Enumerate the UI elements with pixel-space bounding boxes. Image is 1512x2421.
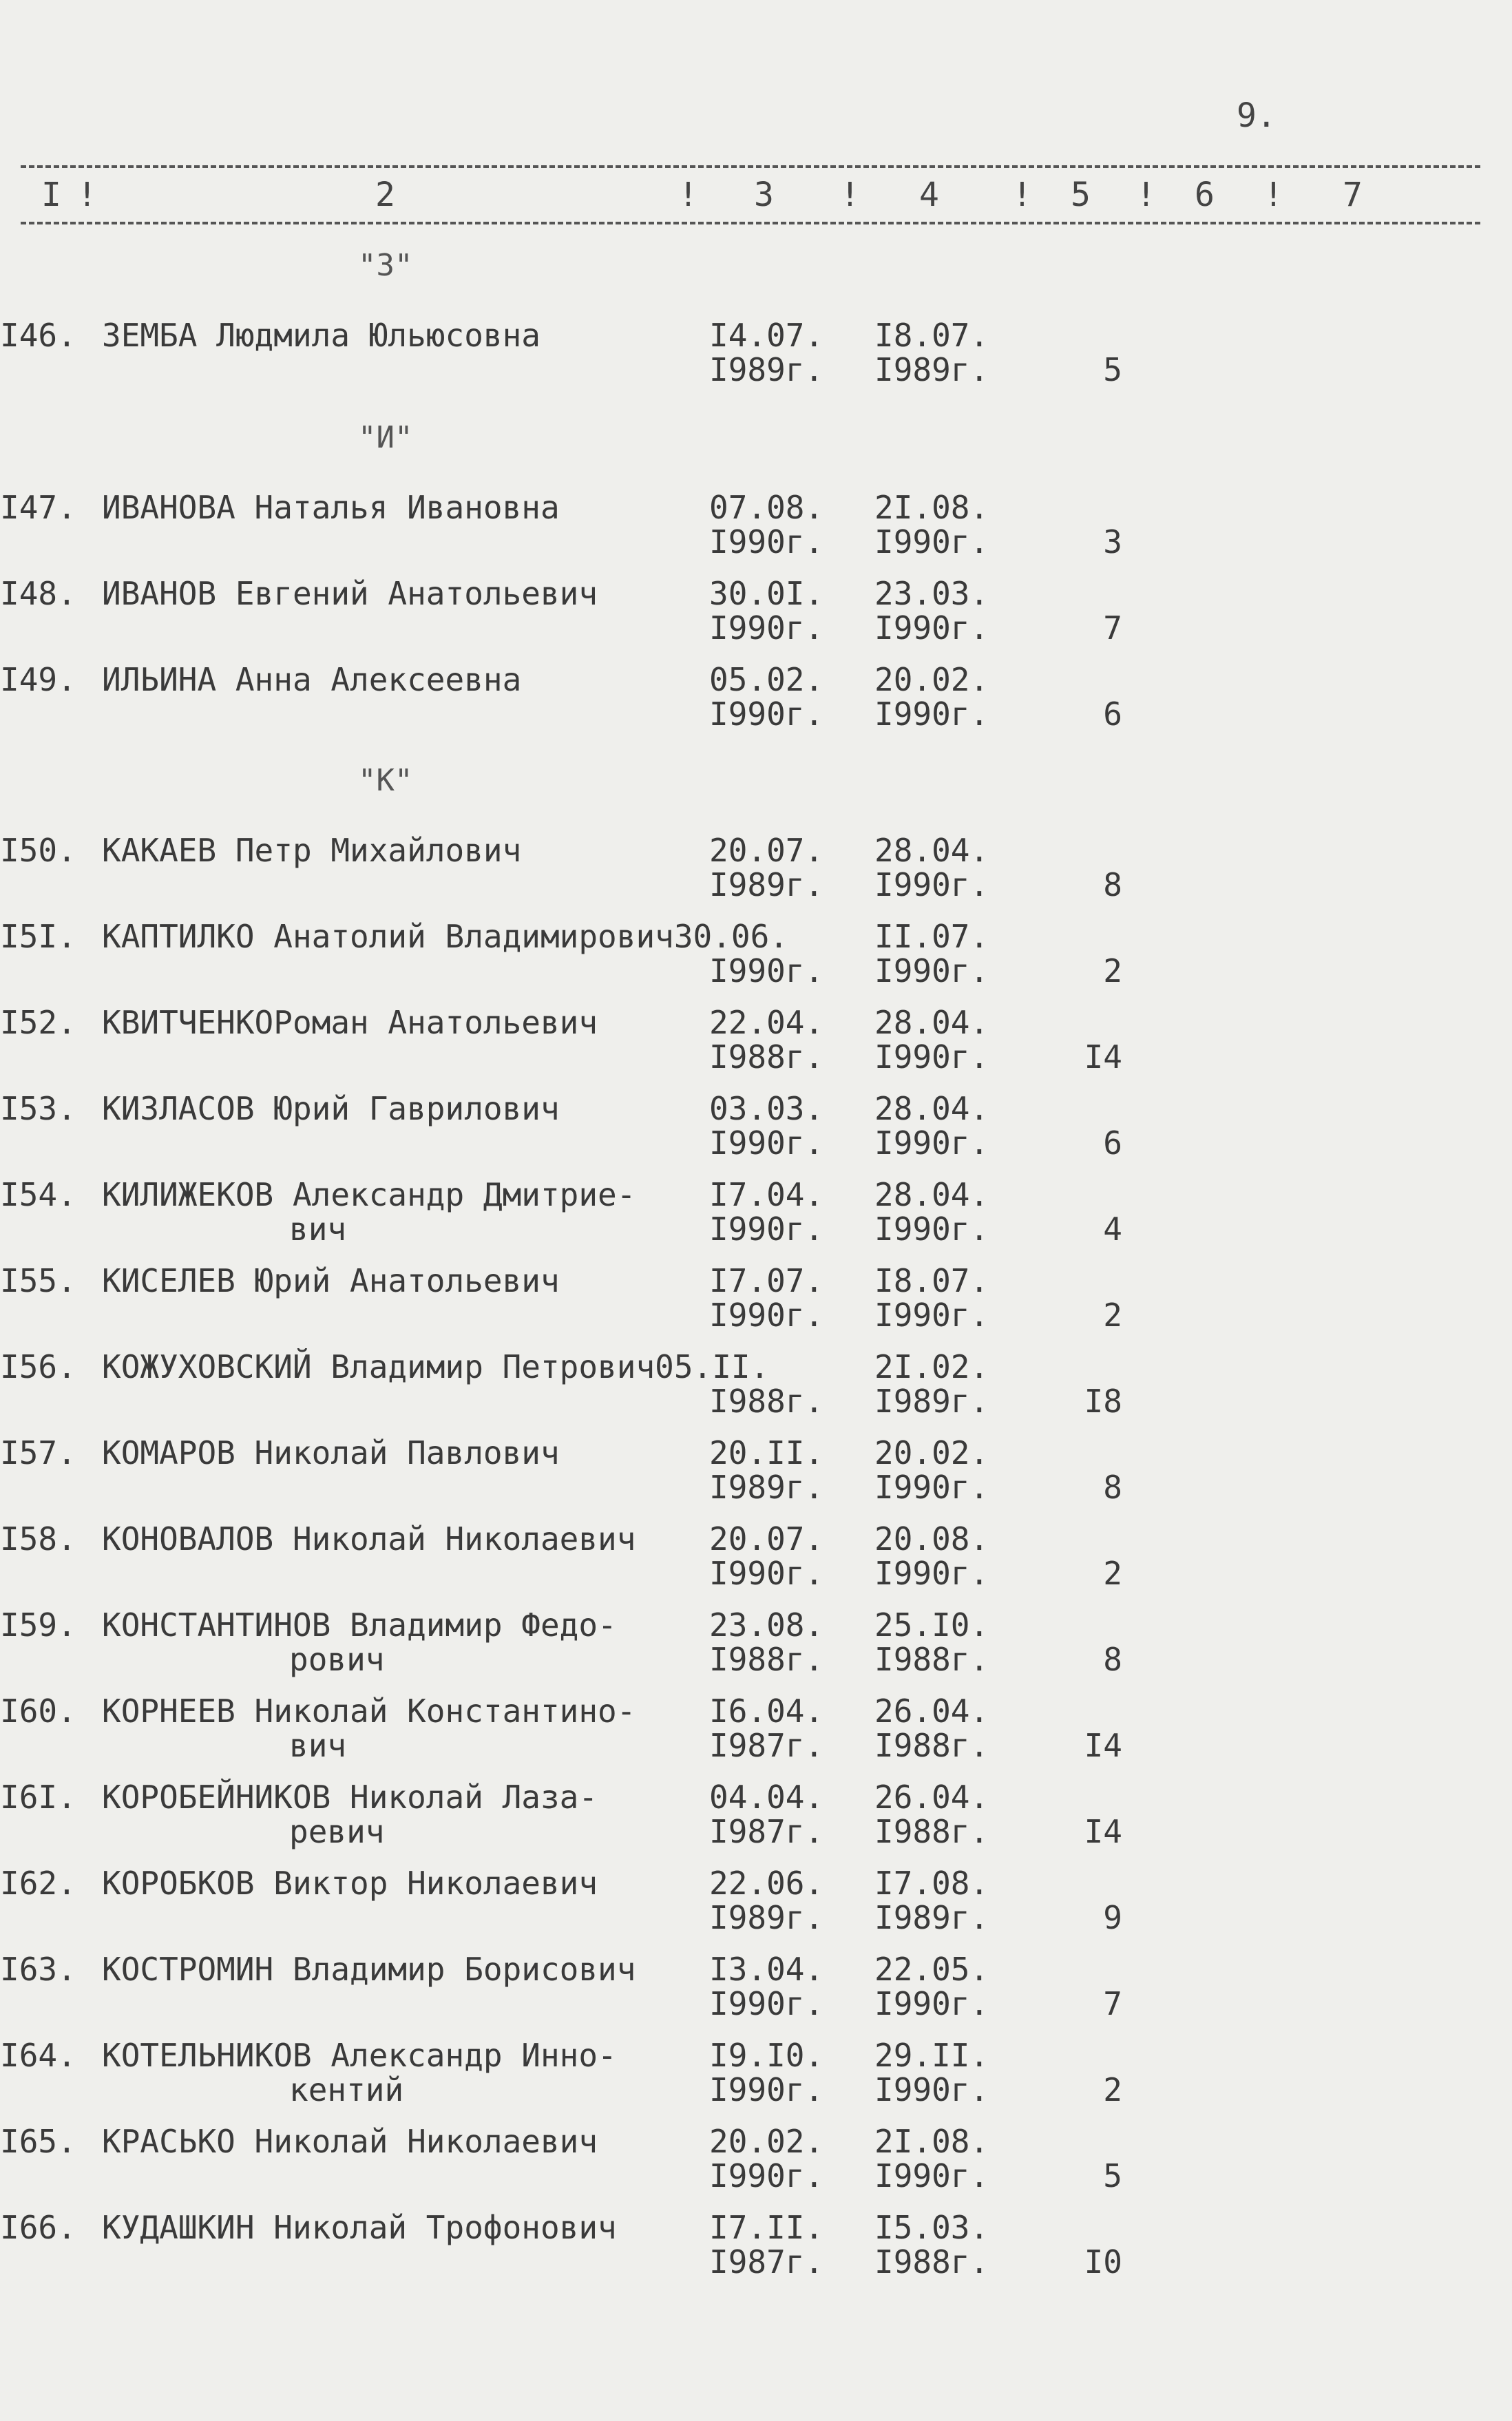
entry-number: I65. bbox=[0, 2123, 76, 2160]
entry-end-year: I990г. bbox=[874, 695, 989, 733]
list-item bbox=[0, 1262, 1512, 1348]
list-item bbox=[0, 1520, 1512, 1606]
entry-start-date: I9.I0. bbox=[709, 2037, 824, 2074]
entry-end-year: I988г. bbox=[874, 2243, 989, 2281]
entry-start-year: I990г. bbox=[709, 1210, 824, 1248]
entry-end-date: 2I.02. bbox=[874, 1348, 989, 1385]
header-separator: ! bbox=[678, 176, 698, 214]
entry-name-continuation: вич bbox=[289, 1210, 347, 1248]
entry-count: I4 bbox=[1084, 1813, 1122, 1850]
entry-start-year: I989г. bbox=[709, 351, 824, 388]
entry-end-year: I988г. bbox=[874, 1641, 989, 1678]
entry-count: 2 bbox=[1103, 1555, 1122, 1592]
entry-count: 8 bbox=[1103, 1641, 1122, 1678]
entry-end-date: 25.I0. bbox=[874, 1606, 989, 1644]
entry-start-year: I987г. bbox=[709, 1727, 824, 1764]
entry-end-year: I990г. bbox=[874, 1555, 989, 1592]
entry-start-date: 23.08. bbox=[709, 1606, 824, 1644]
entry-start-year: I989г. bbox=[709, 1469, 824, 1506]
entry-number: I52. bbox=[0, 1004, 76, 1041]
list-item bbox=[0, 1951, 1512, 2036]
entry-name: КИСЕЛЕВ Юрий Анатольевич bbox=[102, 1262, 560, 1299]
entry-count: I8 bbox=[1084, 1383, 1122, 1420]
entry-end-date: I7.08. bbox=[874, 1865, 989, 1902]
entry-number: I5I. bbox=[0, 918, 76, 955]
entry-name: КОНОВАЛОВ Николай Николаевич bbox=[102, 1520, 636, 1558]
entry-end-year: I988г. bbox=[874, 1813, 989, 1850]
list-item bbox=[0, 1004, 1512, 1089]
entry-number: I48. bbox=[0, 575, 76, 612]
list-item bbox=[0, 1176, 1512, 1261]
entry-start-date: 05.02. bbox=[709, 661, 824, 698]
entry-end-year: I990г. bbox=[874, 2071, 989, 2108]
entry-count: I0 bbox=[1084, 2243, 1122, 2281]
entry-end-date: 26.04. bbox=[874, 1779, 989, 1816]
entry-number: I50. bbox=[0, 832, 76, 869]
list-item bbox=[0, 1692, 1512, 1778]
list-item bbox=[0, 1779, 1512, 1864]
entry-end-year: I988г. bbox=[874, 1727, 989, 1764]
entry-count: 8 bbox=[1103, 866, 1122, 903]
entry-start-year: I990г. bbox=[709, 1555, 824, 1592]
entry-end-date: 29.II. bbox=[874, 2037, 989, 2074]
list-item bbox=[0, 661, 1512, 746]
entry-end-date: 2I.08. bbox=[874, 489, 989, 526]
entry-count: I4 bbox=[1084, 1038, 1122, 1076]
entry-count: 5 bbox=[1103, 351, 1122, 388]
entry-start-date: I7.07. bbox=[709, 1262, 824, 1299]
entry-number: I63. bbox=[0, 1951, 76, 1988]
entry-start-year: I989г. bbox=[709, 1899, 824, 1936]
entry-end-date: I8.07. bbox=[874, 317, 989, 354]
entry-number: I62. bbox=[0, 1865, 76, 1902]
entry-count: 6 bbox=[1103, 695, 1122, 733]
entry-end-year: I989г. bbox=[874, 351, 989, 388]
list-item bbox=[0, 832, 1512, 917]
entry-name: КАКАЕВ Петр Михайлович bbox=[102, 832, 522, 869]
entry-name: ИВАНОВА Наталья Ивановна bbox=[102, 489, 560, 526]
entry-start-year: I990г. bbox=[709, 2071, 824, 2108]
entry-end-year: I990г. bbox=[874, 1038, 989, 1076]
list-item bbox=[0, 918, 1512, 1003]
entry-number: I58. bbox=[0, 1520, 76, 1558]
list-item bbox=[0, 489, 1512, 574]
header-col-5: 5 bbox=[1071, 176, 1091, 214]
entry-start-date: 20.02. bbox=[709, 2123, 824, 2160]
entry-start-year: I988г. bbox=[709, 1641, 824, 1678]
entry-start-date: 20.07. bbox=[709, 1520, 824, 1558]
entry-start-year: I987г. bbox=[709, 1813, 824, 1850]
header-col-1: I bbox=[41, 176, 61, 214]
header-col-3: 3 bbox=[754, 176, 774, 214]
entry-end-year: I990г. bbox=[874, 1469, 989, 1506]
entry-end-date: 22.05. bbox=[874, 1951, 989, 1988]
entry-start-date: 20.II. bbox=[709, 1434, 824, 1471]
header-col-2: 2 bbox=[375, 176, 395, 214]
entry-end-date: 2I.08. bbox=[874, 2123, 989, 2160]
entry-count: 2 bbox=[1103, 1297, 1122, 1334]
entry-start-date: 20.07. bbox=[709, 832, 824, 869]
entry-count: 7 bbox=[1103, 1985, 1122, 2022]
entry-name: КОТЕЛЬНИКОВ Александр Инно- bbox=[102, 2037, 617, 2074]
entry-name: КОРОБЕЙНИКОВ Николай Лаза- bbox=[102, 1779, 598, 1816]
entry-end-date: 28.04. bbox=[874, 1176, 989, 1213]
entry-end-year: I989г. bbox=[874, 1383, 989, 1420]
entry-end-year: I990г. bbox=[874, 1210, 989, 1248]
entry-number: I49. bbox=[0, 661, 76, 698]
entry-end-date: 28.04. bbox=[874, 832, 989, 869]
entry-name-continuation: кентий bbox=[289, 2071, 404, 2108]
entry-count: 9 bbox=[1103, 1899, 1122, 1936]
entry-name: ИЛЬИНА Анна Алексеевна bbox=[102, 661, 522, 698]
entry-name-continuation: вич bbox=[289, 1727, 347, 1764]
entry-number: I54. bbox=[0, 1176, 76, 1213]
entry-end-year: I990г. bbox=[874, 866, 989, 903]
entry-start-year: I988г. bbox=[709, 1038, 824, 1076]
entry-end-year: I990г. bbox=[874, 2157, 989, 2194]
entry-start-year: I990г. bbox=[709, 952, 824, 989]
list-item bbox=[0, 1865, 1512, 1950]
entry-count: 6 bbox=[1103, 1124, 1122, 1162]
list-item bbox=[0, 1348, 1512, 1434]
entry-start-date: 04.04. bbox=[709, 1779, 824, 1816]
entry-start-year: I989г. bbox=[709, 866, 824, 903]
entry-name: КУДАШКИН Николай Трофонович bbox=[102, 2209, 617, 2246]
header-col-4: 4 bbox=[919, 176, 939, 214]
entry-name: ЗЕМБА Людмила Юльюсовна bbox=[102, 317, 540, 354]
entry-end-date: 20.02. bbox=[874, 661, 989, 698]
entry-name: КОРНЕЕВ Николай Константино- bbox=[102, 1692, 636, 1730]
header-separator: ! bbox=[1263, 176, 1283, 214]
header-col-7: 7 bbox=[1343, 176, 1363, 214]
entry-number: I56. bbox=[0, 1348, 76, 1385]
header-bottom-rule bbox=[21, 222, 1480, 224]
entry-end-date: I8.07. bbox=[874, 1262, 989, 1299]
entry-number: I47. bbox=[0, 489, 76, 526]
entry-name: КРАСЬКО Николай Николаевич bbox=[102, 2123, 598, 2160]
header-separator: ! bbox=[1012, 176, 1032, 214]
entry-count: 2 bbox=[1103, 952, 1122, 989]
entry-end-date: 28.04. bbox=[874, 1004, 989, 1041]
list-item bbox=[0, 2037, 1512, 2122]
entry-count: I4 bbox=[1084, 1727, 1122, 1764]
table-header bbox=[0, 176, 1512, 217]
entry-start-date: 22.04. bbox=[709, 1004, 824, 1041]
entry-count: 8 bbox=[1103, 1469, 1122, 1506]
entry-end-date: 23.03. bbox=[874, 575, 989, 612]
entry-number: I6I. bbox=[0, 1779, 76, 1816]
entry-start-date: I3.04. bbox=[709, 1951, 824, 1988]
list-item bbox=[0, 317, 1512, 402]
list-item bbox=[0, 2209, 1512, 2294]
entry-start-year: I988г. bbox=[709, 1383, 824, 1420]
entry-end-date: 20.02. bbox=[874, 1434, 989, 1471]
entry-end-year: I989г. bbox=[874, 1899, 989, 1936]
header-top-rule bbox=[21, 165, 1480, 168]
entry-start-year: I990г. bbox=[709, 1985, 824, 2022]
entry-name-continuation: рович bbox=[289, 1641, 385, 1678]
entry-start-date: 07.08. bbox=[709, 489, 824, 526]
entry-name: КОСТРОМИН Владимир Борисович bbox=[102, 1951, 636, 1988]
list-item bbox=[0, 1090, 1512, 1175]
entry-name: КОЖУХОВСКИЙ Владимир Петрович05.II. bbox=[102, 1348, 770, 1385]
list-item bbox=[0, 1606, 1512, 1692]
entry-number: I59. bbox=[0, 1606, 76, 1644]
list-item bbox=[0, 1434, 1512, 1520]
entry-end-date: I5.03. bbox=[874, 2209, 989, 2246]
entry-name: КОНСТАНТИНОВ Владимир Федо- bbox=[102, 1606, 617, 1644]
entry-number: I55. bbox=[0, 1262, 76, 1299]
section-letter-k: "К" bbox=[358, 763, 413, 798]
entry-count: 5 bbox=[1103, 2157, 1122, 2194]
entry-name: КОМАРОВ Николай Павлович bbox=[102, 1434, 560, 1471]
entry-start-date: I6.04. bbox=[709, 1692, 824, 1730]
entry-end-year: I990г. bbox=[874, 609, 989, 647]
header-separator: ! bbox=[840, 176, 860, 214]
entry-start-date: I7.II. bbox=[709, 2209, 824, 2246]
entry-end-date: II.07. bbox=[874, 918, 989, 955]
entry-name: КИЛИЖЕКОВ Александр Дмитрие- bbox=[102, 1176, 636, 1213]
entry-name-continuation: ревич bbox=[289, 1813, 385, 1850]
entry-name: ИВАНОВ Евгений Анатольевич bbox=[102, 575, 598, 612]
entry-count: 2 bbox=[1103, 2071, 1122, 2108]
entry-number: I60. bbox=[0, 1692, 76, 1730]
entry-number: I66. bbox=[0, 2209, 76, 2246]
entry-start-date: I4.07. bbox=[709, 317, 824, 354]
entry-end-year: I990г. bbox=[874, 1985, 989, 2022]
entry-name: КАПТИЛКО Анатолий Владимирович30.06. bbox=[102, 918, 788, 955]
entry-start-year: I990г. bbox=[709, 1297, 824, 1334]
entry-start-year: I990г. bbox=[709, 1124, 824, 1162]
entry-end-year: I990г. bbox=[874, 1124, 989, 1162]
entry-number: I53. bbox=[0, 1090, 76, 1127]
entry-number: I57. bbox=[0, 1434, 76, 1471]
entry-end-year: I990г. bbox=[874, 952, 989, 989]
entry-start-year: I990г. bbox=[709, 2157, 824, 2194]
section-letter-i: "И" bbox=[358, 420, 413, 455]
entry-end-year: I990г. bbox=[874, 523, 989, 560]
entry-count: 7 bbox=[1103, 609, 1122, 647]
entry-end-date: 28.04. bbox=[874, 1090, 989, 1127]
list-item bbox=[0, 2123, 1512, 2208]
entry-start-date: 30.0I. bbox=[709, 575, 824, 612]
header-separator: ! bbox=[77, 176, 97, 214]
entry-end-year: I990г. bbox=[874, 1297, 989, 1334]
entry-start-year: I990г. bbox=[709, 609, 824, 647]
entry-count: 3 bbox=[1103, 523, 1122, 560]
entry-start-year: I990г. bbox=[709, 695, 824, 733]
entry-start-date: 22.06. bbox=[709, 1865, 824, 1902]
entry-name: КИЗЛАСОВ Юрий Гаврилович bbox=[102, 1090, 560, 1127]
entry-count: 4 bbox=[1103, 1210, 1122, 1248]
entry-start-date: 03.03. bbox=[709, 1090, 824, 1127]
entry-number: I46. bbox=[0, 317, 76, 354]
entry-start-year: I987г. bbox=[709, 2243, 824, 2281]
entry-name: КВИТЧЕНКОРоман Анатольевич bbox=[102, 1004, 598, 1041]
entry-start-date: I7.04. bbox=[709, 1176, 824, 1213]
list-item bbox=[0, 575, 1512, 660]
entry-end-date: 26.04. bbox=[874, 1692, 989, 1730]
section-letter-z: "З" bbox=[358, 248, 413, 283]
header-col-6: 6 bbox=[1195, 176, 1215, 214]
entry-start-year: I990г. bbox=[709, 523, 824, 560]
header-separator: ! bbox=[1136, 176, 1156, 214]
entry-end-date: 20.08. bbox=[874, 1520, 989, 1558]
entry-name: КОРОБКОВ Виктор Николаевич bbox=[102, 1865, 598, 1902]
page-number: 9. bbox=[1237, 96, 1277, 135]
entry-number: I64. bbox=[0, 2037, 76, 2074]
